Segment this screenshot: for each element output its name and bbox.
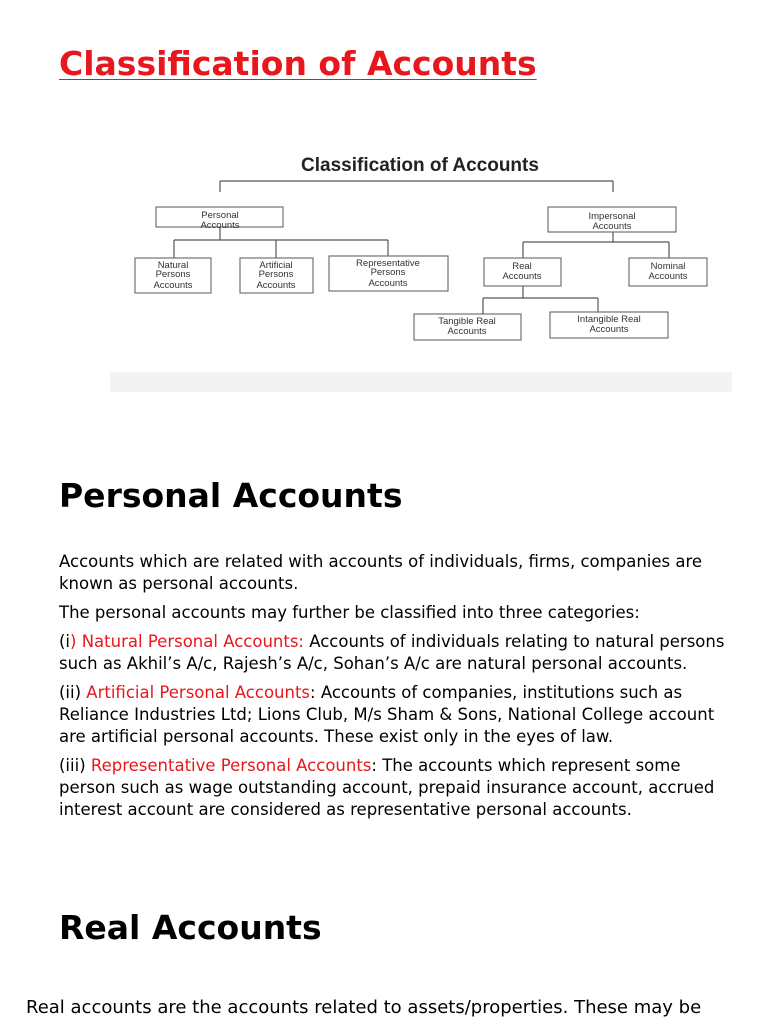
artificial-personal-text: : Accounts of companies, institutions such as Reliance Industries Ltd; Lions Club, M/s Sham & Sons, National College account are artificial personal accounts. These exist only in the eyes of law.: [59, 683, 715, 746]
impersonal-accounts-line1: Impersonal: [588, 211, 636, 222]
artificial-personal-term: Artificial Personal Accounts: [86, 683, 311, 702]
nominal-line2: Accounts: [648, 271, 688, 282]
representative-line3: Accounts: [368, 278, 408, 289]
representative-line1: Representative: [356, 258, 420, 269]
diagram-connectors: [174, 181, 669, 314]
natural-personal-text: Accounts of individuals relating to natural persons such as Akhil’s A/c, Rajesh’s A/c, Sohan’s A/c are natural personal accounts.: [59, 632, 725, 673]
real-accounts-intro: Real accounts are the accounts related to assets/properties. These may be: [26, 997, 702, 1018]
representative-personal-item: [59, 755, 729, 821]
classification-diagram: [110, 140, 732, 396]
classification-diagram-svg: [110, 140, 732, 396]
intangible-line2: Accounts: [589, 324, 629, 335]
tangible-line2: Accounts: [447, 326, 487, 337]
tangible-line1: Tangible Real: [438, 316, 496, 327]
personal-accounts-body: [59, 551, 729, 828]
artificial-personal-item: [59, 682, 729, 748]
artificial-line1: Artificial: [259, 260, 293, 271]
representative-personal-prefix: (iii): [59, 756, 91, 775]
natural-personal-term: ) Natural Personal Accounts:: [70, 632, 304, 651]
artificial-personal-prefix: (ii): [59, 683, 87, 702]
artificial-line2: Persons: [258, 269, 294, 280]
impersonal-accounts-line2: Accounts: [592, 221, 632, 232]
natural-personal-item: [59, 631, 729, 675]
real-line2: Accounts: [502, 271, 542, 282]
personal-accounts-heading: Personal Accounts: [59, 476, 403, 515]
personal-categories-intro: The personal accounts may further be classified into three categories:: [59, 603, 640, 622]
real-accounts-heading: Real Accounts: [59, 908, 322, 947]
natural-line2: Persons: [155, 269, 191, 280]
representative-personal-term: Representative Personal Accounts: [90, 756, 372, 775]
representative-line2: Persons: [370, 267, 406, 278]
slide-title: Classification of Accounts: [59, 44, 537, 83]
natural-line1: Natural: [157, 260, 189, 271]
nominal-line1: Nominal: [650, 261, 686, 272]
personal-accounts-line2: Accounts: [200, 220, 240, 231]
personal-accounts-line1: Personal: [201, 210, 239, 221]
diagram-shadow: [110, 372, 732, 392]
personal-intro: Accounts which are related with accounts of individuals, firms, companies are known as personal accounts.: [59, 552, 703, 593]
real-line1: Real: [512, 261, 532, 272]
intangible-line1: Intangible Real: [577, 314, 641, 325]
representative-personal-text: : The accounts which represent some person such as wage outstanding account, prepaid insurance account, accrued interest account are considered as representative personal accounts.: [59, 756, 715, 819]
diagram-heading: Classification of Accounts: [301, 155, 539, 176]
natural-personal-prefix: (i: [59, 632, 71, 651]
artificial-line3: Accounts: [256, 280, 296, 291]
natural-line3: Accounts: [153, 280, 193, 291]
